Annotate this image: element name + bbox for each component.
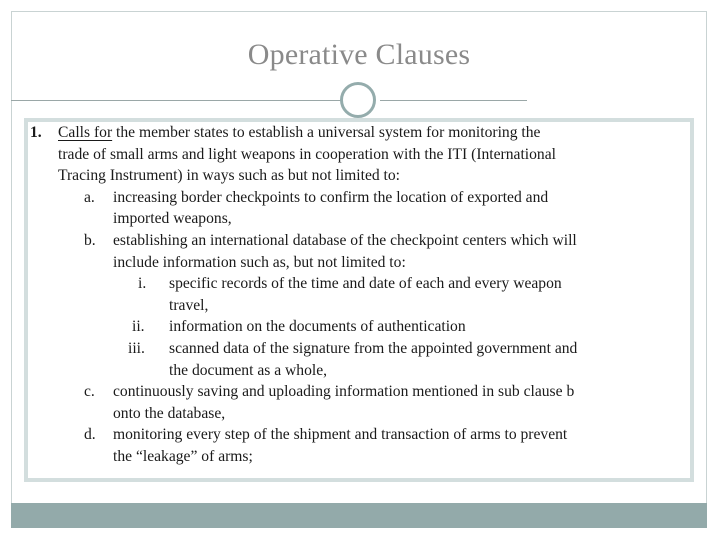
clause-number: 1. [30, 124, 42, 141]
clause-line [26, 122, 686, 144]
sub-sub-clause-line [26, 316, 686, 338]
sub-clause-text: increasing border checkpoints to confirm the location of exported and [113, 188, 549, 206]
sub-clause-text: onto the database, [113, 404, 226, 422]
sub-clause-text: include information such as, but not limited to: [113, 253, 406, 271]
clause-line [26, 165, 686, 187]
sub-sub-clause-text: the document as a whole, [169, 361, 328, 379]
sub-clause-marker: a. [84, 188, 95, 206]
sub-sub-clause-line [26, 338, 686, 360]
sub-sub-clause-line [26, 360, 686, 382]
sub-clause-line [26, 208, 686, 230]
clause-verb: Calls for [58, 124, 113, 141]
sub-clause-line [26, 424, 686, 446]
ring-ornament-icon [340, 82, 376, 118]
sub-clause-marker: c. [84, 383, 95, 401]
sub-clause-marker: b. [84, 231, 96, 249]
clause-first-line [58, 122, 540, 144]
clause-line-text: the member states to establish a universal system for monitoring the [112, 124, 541, 141]
sub-clause-line [26, 446, 686, 468]
sub-clause-text: establishing an international database of the checkpoint centers which will [113, 231, 577, 249]
footer-bar [11, 503, 707, 528]
sub-sub-clause-text: travel, [169, 296, 209, 314]
sub-clause-line [26, 230, 686, 252]
clause-line-text: trade of small arms and light weapons in cooperation with the ITI (International [58, 145, 556, 163]
sub-clause-marker: d. [84, 426, 96, 444]
sub-clause-line [26, 403, 686, 425]
sub-sub-clause-text: scanned data of the signature from the appointed government and [169, 339, 578, 357]
sub-clause-line [26, 252, 686, 274]
sub-sub-clause-text: information on the documents of authentication [169, 318, 466, 336]
sub-clause-text: monitoring every step of the shipment and transaction of arms to prevent [113, 426, 568, 444]
sub-sub-clause-marker: i. [138, 275, 147, 293]
sub-sub-clause-line [26, 273, 686, 295]
sub-clause-text: imported weapons, [113, 210, 232, 228]
sub-clause-text: the “leakage” of arms; [113, 447, 253, 465]
clause-line [26, 144, 686, 166]
title-divider-right [380, 100, 527, 101]
title-divider-left [11, 100, 344, 101]
clause-document [26, 122, 686, 468]
clause-line-text: Tracing Instrument) in ways such as but not limited to: [58, 167, 401, 185]
sub-sub-clause-text: specific records of the time and date of each and every weapon [169, 275, 562, 293]
sub-clause-text: continuously saving and uploading information mentioned in sub clause b [113, 383, 575, 401]
sub-clause-line [26, 381, 686, 403]
sub-clause-line [26, 187, 686, 209]
sub-sub-clause-line [26, 295, 686, 317]
sub-sub-clause-marker: iii. [128, 339, 145, 357]
sub-sub-clause-marker: ii. [132, 318, 145, 336]
slide-title: Operative Clauses [247, 38, 471, 71]
